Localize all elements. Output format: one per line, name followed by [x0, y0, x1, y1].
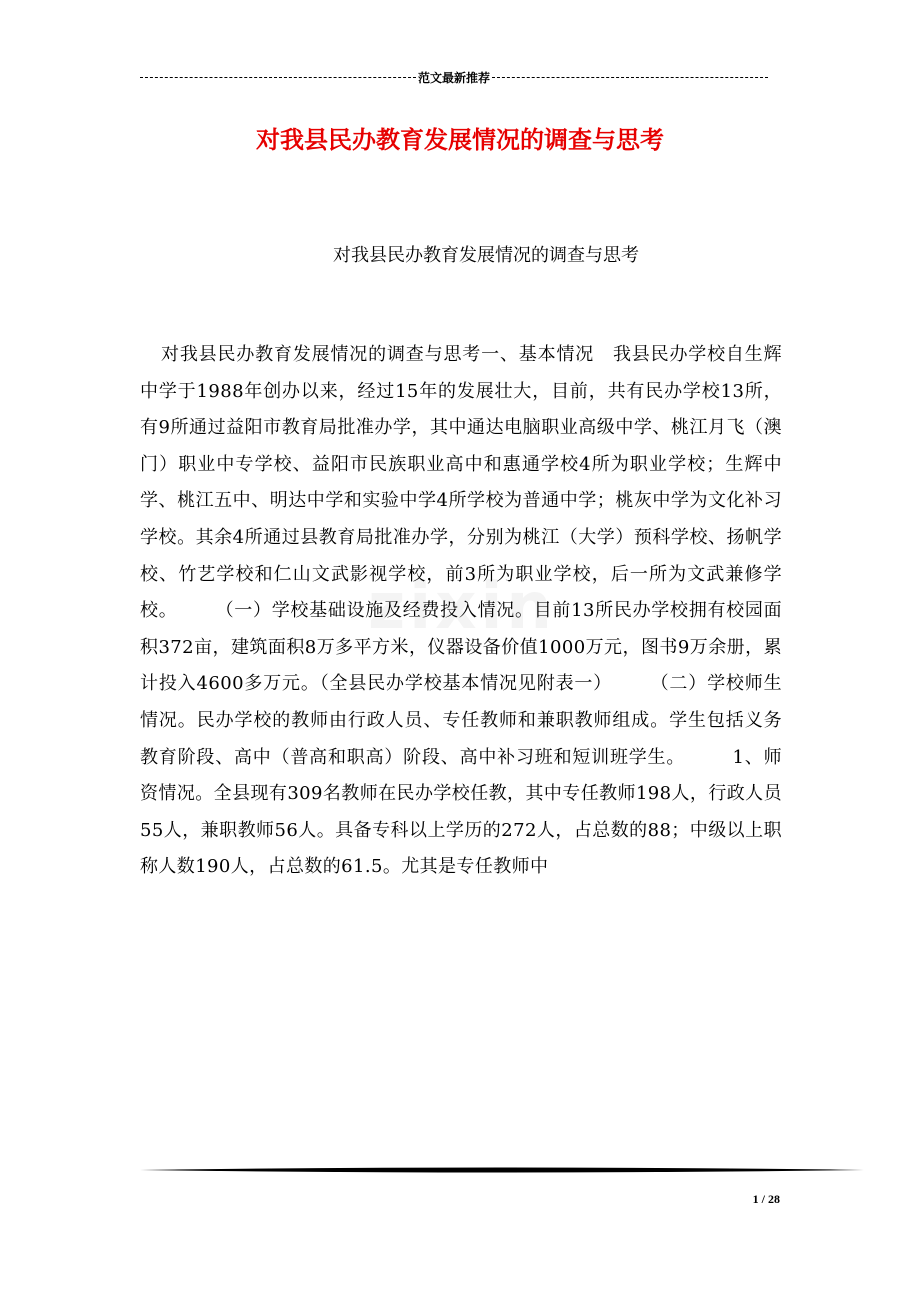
page-number: 1 / 28 [752, 1192, 780, 1206]
page-header [140, 68, 768, 86]
body-paragraph: 对我县民办教育发展情况的调查与思考一、基本情况 我县民办学校自生辉中学于1988年创办以来，经过15年的发展壮大，目前，共有民办学校13所，有9所通过益阳市教育局批准办学，其中通达电脑职业高级中学、桃江月飞（澳门）职业中专学校、益阳市民族职业高中和惠通学校4所为职业学校；生辉中学、桃江五中、明达中学和实验中学4所学校为普通中学；桃灰中学为文化补习学校。其余4所通过县教育局批准办学，分别为桃江（大学）预科学校、扬帆学校、竹艺学校和仁山文武影视学校，前3所为职业学校，后一所为文武兼修学校。 （一）学校基础设施及经费投入情况。目前13所民办学校拥有校园面积372亩，建筑面积8万多平方米，仪器设备价值1000万元，图书9万余册，累计投入4600多万元。（全县民办学校基本情况见附表一） （二）学校师生情况。民办学校的教师由行政人员、专任教师和兼职教师组成。学生包括义务教育阶段、高中（普高和职高）阶段、高中补习班和短训班学生。 1、师资情况。全县现有309名教师在民办学校任教，其中专任教师198人，行政人员55人，兼职教师56人。具备专科以上学历的272人，占总数的88；中级以上职称人数190人，占总数的61.5。尤其是专任教师中 [140, 344, 782, 878]
watermark: zixin [368, 570, 556, 644]
header-label: 范文最新推荐 [418, 70, 491, 85]
document-title: 对我县民办教育发展情况的调查与思考 [256, 126, 664, 154]
header-dashes-right [492, 77, 768, 78]
header-dashes-left [140, 77, 416, 78]
document-subtitle: 对我县民办教育发展情况的调查与思考 [333, 245, 639, 266]
footer-rule [140, 1166, 864, 1174]
